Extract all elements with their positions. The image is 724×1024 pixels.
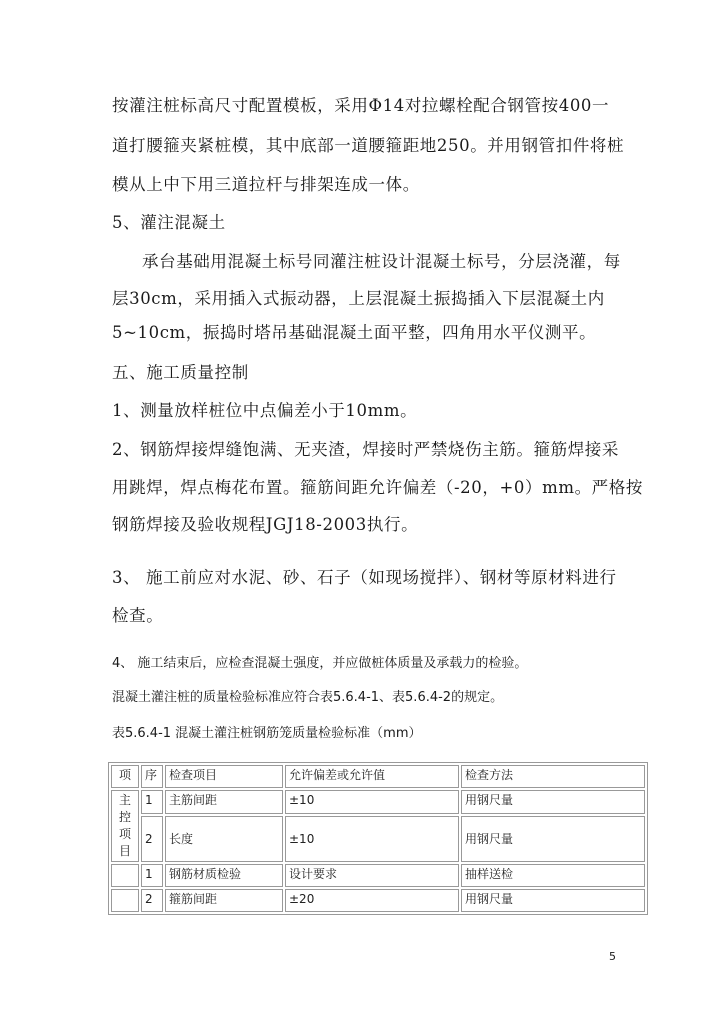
row-method: 用钢尺量 (461, 889, 645, 912)
row-item: 主筋间距 (165, 790, 283, 814)
quality-item-2-line-3: 钢筋焊接及验收规程JGJ18-2003执行。 (112, 515, 419, 534)
quality-item-1: 1、测量放样桩位中点偏差小于10mm。 (112, 401, 418, 420)
header-tolerance: 允许偏差或允许值 (285, 765, 459, 788)
paragraph-concrete-line-1: 承台基础用混凝土标号同灌注桩设计混凝土标号，分层浇灌，每 (142, 252, 621, 271)
paragraph-formwork-line-3: 模从上中下用三道拉杆与排架连成一体。 (112, 175, 420, 194)
paragraph-concrete-line-3: 5~10cm，振捣时塔吊基础混凝土面平整，四角用水平仪测平。 (112, 323, 597, 342)
row-value: ±10 (285, 790, 459, 814)
row-seq: 2 (141, 816, 163, 862)
quality-item-2-line-2: 用跳焊，焊点梅花布置。箍筋间距允许偏差（-20，+0）mm。严格按 (112, 478, 643, 497)
row-item: 长度 (165, 816, 283, 862)
row-value: ±20 (285, 889, 459, 912)
table-row (111, 790, 645, 814)
heading-pour-concrete: 5、灌注混凝土 (112, 213, 226, 232)
row-item: 箍筋间距 (165, 889, 283, 912)
table-caption: 表5.6.4-1 混凝土灌注桩钢筋笼质量检验标准（mm） (112, 726, 422, 741)
paragraph-formwork-line-2: 道打腰箍夹紧桩模，其中底部一道腰箍距地250。并用钢管扣件将桩 (112, 136, 625, 155)
quality-item-3-line-1: 3、 施工前应对水泥、砂、石子（如现场搅拌）、钢材等原材料进行 (112, 568, 617, 587)
quality-item-2-line-1: 2、钢筋焊接焊缝饱满、无夹渣，焊接时严禁烧伤主筋。箍筋焊接采 (112, 440, 619, 459)
header-category: 项 (111, 765, 139, 788)
row-value: 设计要求 (285, 864, 459, 887)
header-method: 检查方法 (461, 765, 645, 788)
row-item: 钢筋材质检验 (165, 864, 283, 887)
header-item: 检查项目 (165, 765, 283, 788)
row-method: 抽样送检 (461, 864, 645, 887)
quality-item-4: 4、 施工结束后，应检查混凝土强度，并应做桩体质量及承载力的检验。 (112, 656, 528, 671)
page-number: 5 (609, 950, 616, 963)
row-method: 用钢尺量 (461, 790, 645, 814)
paragraph-concrete-line-2: 层30cm，采用插入式振动器，上层混凝土振捣插入下层混凝土内 (112, 289, 605, 308)
table-header-row (111, 765, 645, 788)
table-row (111, 864, 645, 887)
row-seq: 2 (141, 889, 163, 912)
quality-item-3-line-2: 检查。 (112, 606, 164, 625)
quality-standard-note: 混凝土灌注桩的质量检验标准应符合表5.6.4-1、表5.6.4-2的规定。 (112, 690, 504, 705)
group-general-cont (111, 889, 139, 912)
paragraph-formwork-line-1: 按灌注桩标高尺寸配置模板，采用Φ14对拉螺栓配合钢管按400一 (112, 96, 610, 115)
table-row (111, 889, 645, 912)
table-row (111, 816, 645, 862)
heading-quality-control: 五、施工质量控制 (112, 363, 249, 382)
row-method: 用钢尺量 (461, 816, 645, 862)
header-seq: 序 (141, 765, 163, 788)
row-value: ±10 (285, 816, 459, 862)
rebar-cage-inspection-table (108, 762, 648, 915)
group-main-control: 主控项目 (111, 790, 139, 862)
row-seq: 1 (141, 790, 163, 814)
row-seq: 1 (141, 864, 163, 887)
group-general (111, 864, 139, 887)
